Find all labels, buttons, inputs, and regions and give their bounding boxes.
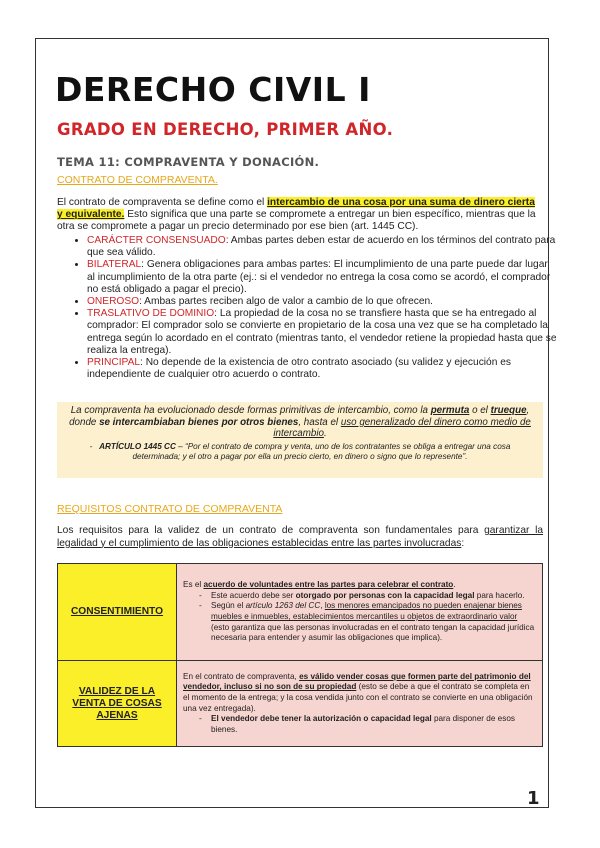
history-note-text (65, 405, 535, 440)
table-row (58, 661, 543, 747)
characteristic-item (87, 259, 557, 296)
characteristic-term: TRASLATIVO DE DOMINIO (87, 308, 215, 320)
topic-heading: TEMA 11: COMPRAVENTA Y DONACIÓN. (57, 155, 320, 169)
page-subtitle: GRADO EN DERECHO, PRIMER AÑO. (57, 120, 394, 139)
note-text: , hasta el (298, 416, 341, 428)
requirements-intro-text: Los requisitos para la validez de un contrato de compraventa son fundamentales para (57, 525, 485, 536)
characteristic-term: CARÁCTER CONSENSUADO (87, 235, 226, 246)
characteristic-item (87, 296, 557, 308)
bullet-text: Este acuerdo debe ser (211, 590, 296, 600)
requirements-intro (57, 525, 543, 550)
bullet-text: Según el (211, 601, 246, 611)
characteristic-item (87, 308, 557, 357)
row-bullets (183, 714, 536, 735)
note-bold: se intercambiaban bienes por otros bienes (99, 416, 299, 428)
requirements-table (57, 563, 543, 747)
row-lead (183, 580, 536, 591)
characteristics-list (72, 235, 557, 381)
characteristic-text: : Genera obligaciones para ambas partes: El incumplimiento de una parte puede dar lugar al incumplimiento de la otra parte (ej.: si el vendedor no entrega la cosa como se acordó, el comprador no está obligado a pagar el precio). (87, 259, 551, 295)
page-title: DERECHO CIVIL I (55, 70, 371, 109)
row-lead-text: Es el (183, 580, 204, 590)
row-content (177, 564, 543, 661)
row-label: CONSENTIMIENTO (58, 564, 177, 661)
list-item (211, 591, 536, 602)
note-text: o el (469, 405, 491, 416)
row-lead-end: . (453, 580, 456, 590)
definition-text-b: Esto significa que una parte se compromete a entregar un bien específico, mientras que la otra se compromete a pagar un precio determinado por ese bien (art. 1445 CC). (57, 209, 536, 233)
characteristic-term: BILATERAL (87, 259, 142, 271)
section-heading-requisitos: REQUISITOS CONTRATO DE COMPRAVENTA (57, 503, 283, 515)
article-label: ARTÍCULO 1445 CC (99, 441, 176, 451)
list-item (211, 714, 536, 735)
row-content (177, 661, 543, 747)
bullet-text: (esto garantiza que las personas involucradas en el contrato tengan la capacidad jurídica necesaria para entender y asumir las obligaciones que implica). (211, 622, 535, 643)
definition-highlight: intercambio de una cosa por una suma de dinero cierta y equivalente. (57, 197, 535, 221)
characteristic-text: : Ambas partes deben estar de acuerdo en los términos del contrato para que sea válido. (87, 235, 556, 259)
row-lead-underlined: es válido vender cosas que formen parte del patrimonio del vendedor, incluso si no son de su propiedad (183, 671, 531, 692)
row-bullets (183, 591, 536, 644)
characteristic-text: : Ambas partes reciben algo de valor a cambio de lo que ofrecen. (139, 296, 433, 308)
note-term-trueque: trueque (490, 405, 527, 416)
history-note-box (57, 402, 543, 478)
definition-paragraph (57, 197, 543, 234)
row-lead (183, 672, 536, 714)
row-lead-end: (esto se debe a que el contrato se completa en el momento de la entrega; y la cosa vendida junto con el contrato se convierte en una obligación una vez entregada). (183, 682, 533, 713)
note-text: . (323, 428, 327, 440)
table-row (58, 564, 543, 661)
bullet-underlined: los menores emancipados no pueden enajenar bienes muebles e inmuebles, establecimientos mercantiles u objetos de extraordinario valor (211, 601, 522, 621)
definition-text-a: El contrato de compraventa se define como el (57, 197, 268, 208)
page-number: 1 (527, 788, 540, 809)
list-item (211, 601, 536, 643)
row-lead-underlined: acuerdo de voluntades entre las partes para celebrar el contrato (203, 580, 454, 590)
characteristic-term: PRINCIPAL (87, 357, 141, 369)
section-heading-contrato: CONTRATO DE COMPRAVENTA. (57, 174, 218, 186)
bullet-italic: artículo 1263 del CC (245, 601, 321, 611)
row-lead-text: En el contrato de compraventa, (183, 671, 300, 681)
note-text: La compraventa ha evolucionado desde formas primitivas de intercambio, como la (70, 405, 431, 416)
bullet-bold: otorgado por personas con la capacidad legal (295, 590, 475, 600)
requirements-intro-underlined: garantizar la legalidad y el cumplimiento de las obligaciones establecidas entre las partes involucradas (57, 525, 543, 549)
bullet-bold: El vendedor debe tener la autorización o capacidad legal (211, 714, 432, 724)
characteristic-text: : No depende de la existencia de otro contrato asociado (su validez y ejecución es independiente de cualquier otro acuerdo o contrato. (87, 357, 511, 381)
note-text: , donde (69, 405, 530, 428)
characteristic-text: : La propiedad de la cosa no se transfiere hasta que se ha entregado al comprador: El comprador solo se convierte en propietario de la cosa una vez que se ha completado la entrega según lo acordado en el contrato (mientras tanto, el vendedor retiene la propiedad hasta que se realiza la entrega). (87, 308, 557, 356)
characteristic-term: ONEROSO (87, 296, 140, 308)
article-text: – “Por el contrato de compra y venta, uno de los contratantes se obliga a entregar una cosa determinada; y el otro a pagar por ella un precio cierto, en dinero o signo que lo represente”. (132, 441, 511, 462)
note-term-permuta: permuta (430, 405, 470, 416)
characteristic-item (87, 235, 557, 259)
bullet-text: , (320, 601, 325, 611)
requirements-intro-end: : (461, 537, 465, 549)
article-quote: - ARTÍCULO 1445 CC – “Por el contrato de compra y venta, uno de los contratantes se obliga a entregar una cosa determinada; y el otro a pagar por ella un precio cierto, en dinero o signo que lo represente”. (89, 441, 511, 462)
bullet-text: para hacerlo. (474, 590, 525, 600)
note-underlined: uso generalizado del dinero como medio de intercambio (273, 416, 531, 440)
row-label: VALIDEZ DE LA VENTA DE COSAS AJENAS (58, 661, 177, 747)
bullet-text: para disponer de esos bienes. (211, 714, 515, 734)
characteristic-item (87, 357, 557, 381)
